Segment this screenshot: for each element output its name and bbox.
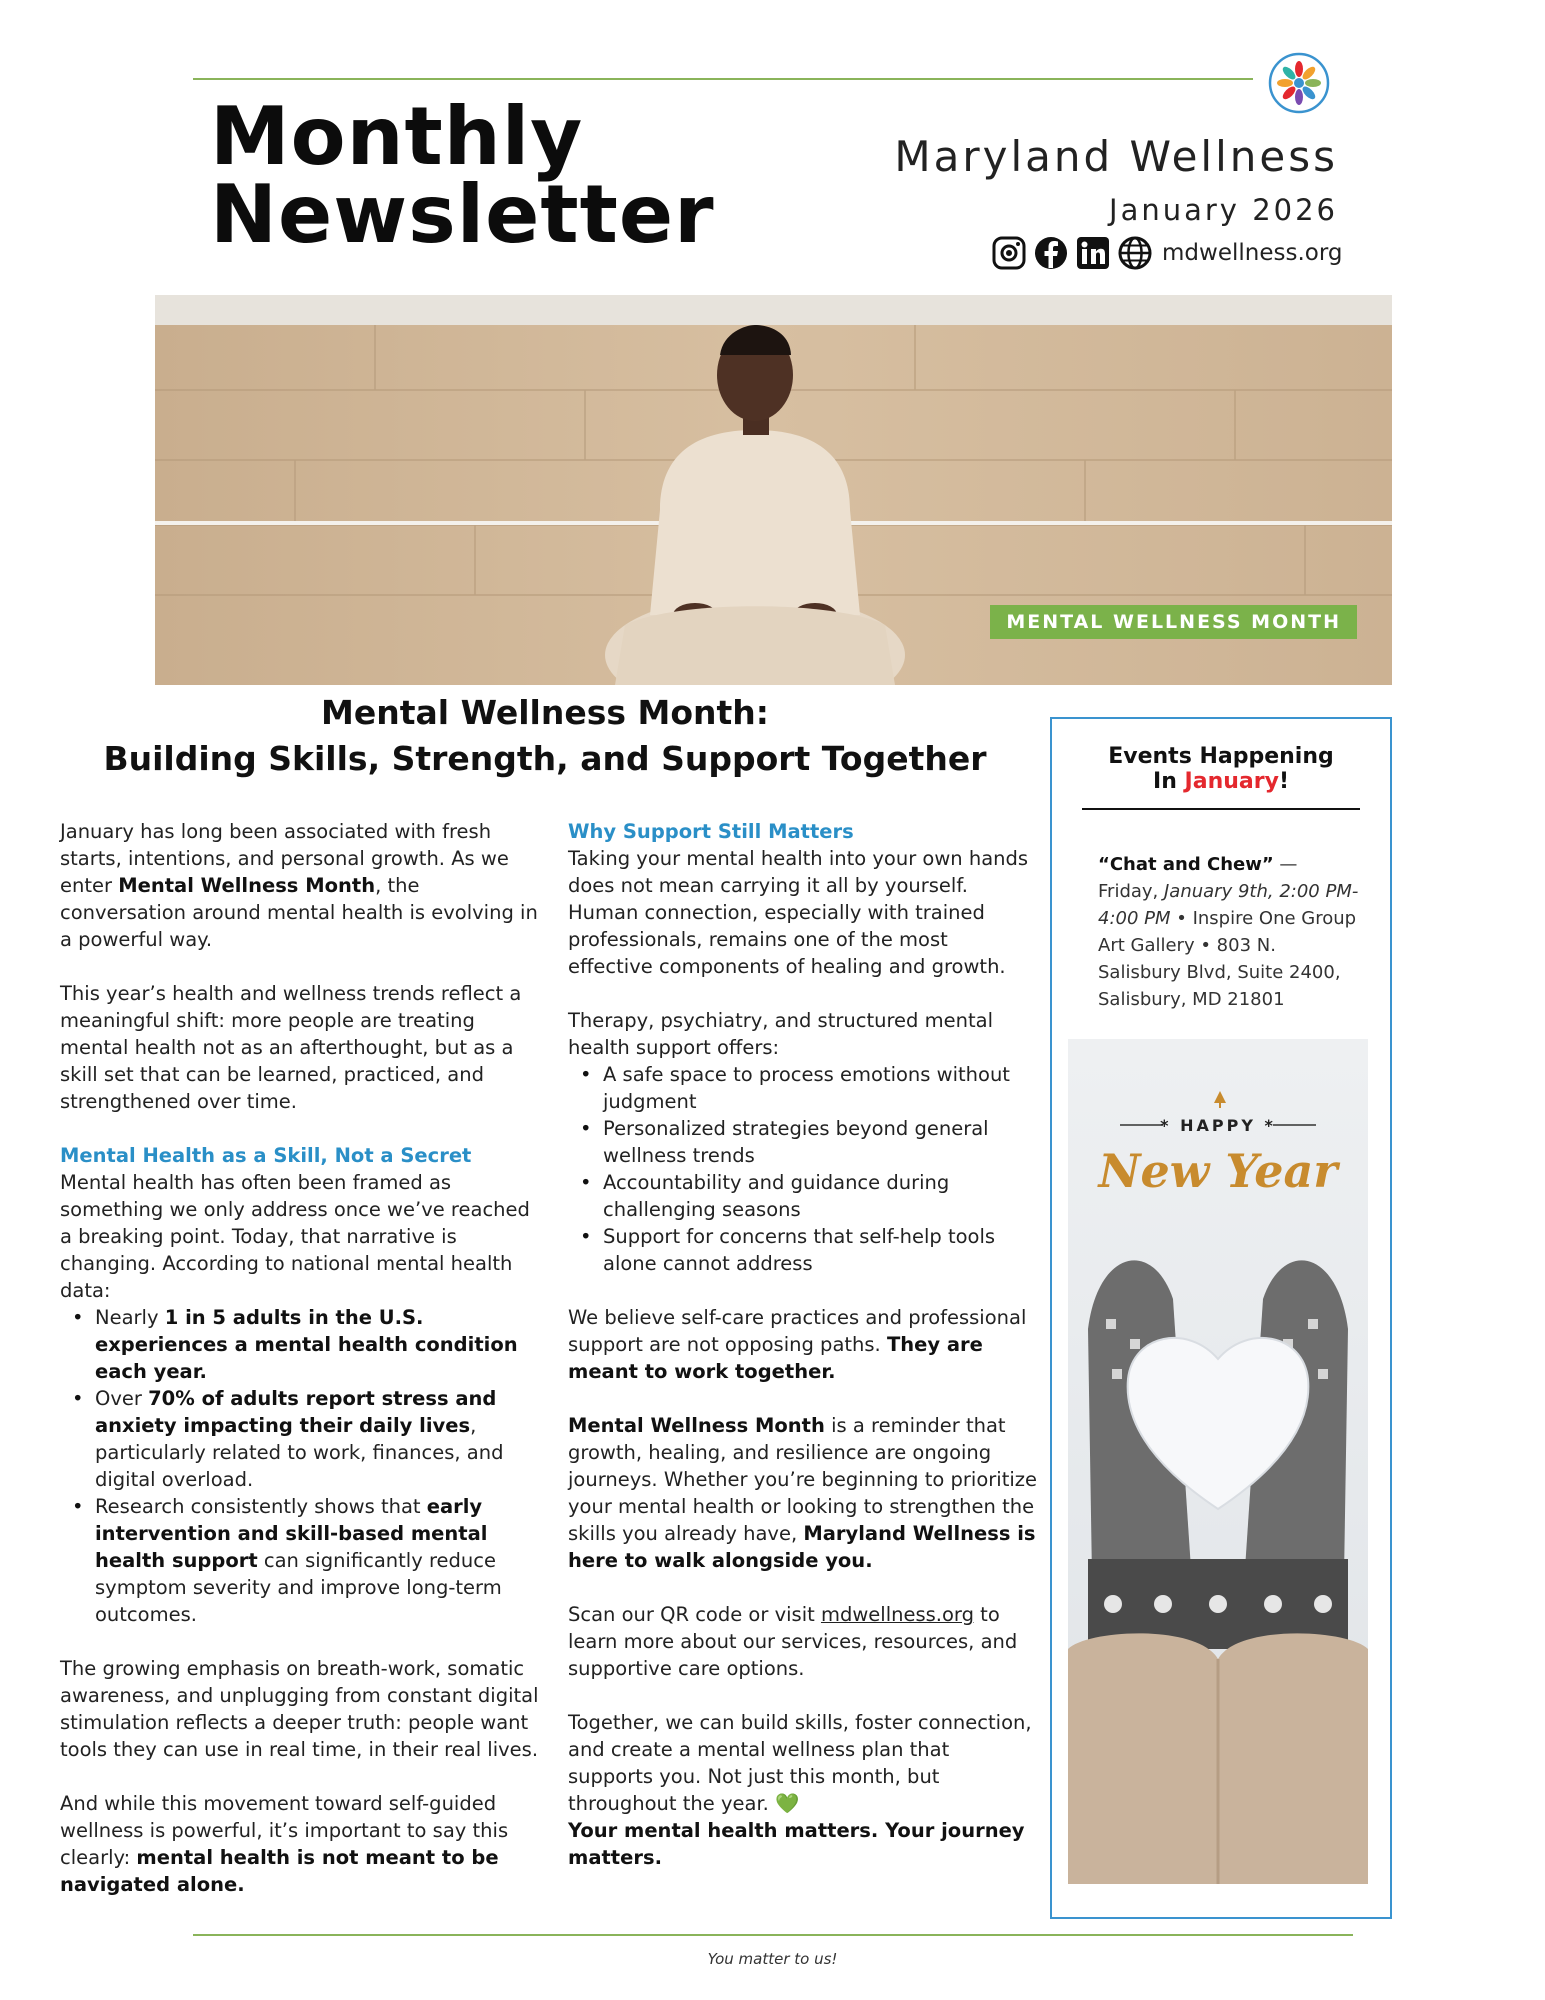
bold-text: mental health is not meant to be navigated alone. — [60, 1846, 499, 1896]
facebook-icon[interactable] — [1032, 234, 1070, 272]
paragraph — [568, 1601, 1038, 1682]
text: Scan our QR code or visit — [568, 1603, 821, 1626]
section-heading: Mental Health as a Skill, Not a Secret — [60, 1144, 472, 1167]
event-day: Friday, — [1098, 881, 1164, 902]
bold-text: Your mental health matters. Your journey matters. — [568, 1819, 1025, 1869]
brand-logo-icon — [1268, 52, 1330, 114]
social-links — [990, 233, 1342, 273]
event-title: “Chat and Chew” — [1098, 854, 1274, 875]
bold-text: They are meant to work together. — [568, 1333, 983, 1383]
text: can significantly reduce symptom severity and improve long-term outcomes. — [95, 1549, 502, 1626]
footer-tagline: You matter to us! — [707, 1950, 838, 1968]
text: , particularly related to work, finances, and digital overload. — [95, 1414, 504, 1491]
bold-text: early intervention and skill-based mental health support — [95, 1495, 488, 1572]
card-big-text: New Year — [1098, 1144, 1338, 1198]
list-item — [60, 1304, 540, 1385]
green-heart-icon: 💚 — [775, 1792, 800, 1815]
paragraph — [568, 1817, 1038, 1871]
events-sidebar — [1050, 717, 1392, 1919]
stats-list — [60, 1304, 540, 1628]
text: — — [1273, 854, 1298, 875]
text: And while this movement toward self-guided wellness is powerful, it’s important to say this clearly: — [60, 1792, 509, 1869]
text: In — [1153, 769, 1185, 794]
new-year-card-image — [1068, 1039, 1368, 1884]
text: Together, we can build skills, foster connection, and create a mental wellness plan that supports you. Not just this month, but throughout the year. — [568, 1711, 1032, 1815]
text: to learn more about our services, resources, and supportive care options. — [568, 1603, 1018, 1680]
text: Over — [95, 1387, 149, 1410]
section-heading: Why Support Still Matters — [568, 820, 854, 843]
headline-line-1: Mental Wellness Month: — [321, 693, 769, 732]
paragraph: This year’s health and wellness trends reflect a meaningful shift: more people are treating mental health not as an afterthought, but as a skill set that can be learned, practiced, and strengthened over time. — [60, 982, 522, 1113]
title-line-1: Monthly — [210, 90, 584, 183]
list-item: • Personalized strategies beyond general wellness trends — [568, 1115, 1038, 1169]
text: is a reminder that growth, healing, and resilience are ongoing journeys. Whether you’re beginning to prioritize your mental health or looking to strengthen the skills you already have, — [568, 1414, 1037, 1545]
paragraph — [568, 1304, 1038, 1385]
sidebar-heading-line-2 — [1052, 769, 1390, 794]
header-rule — [193, 78, 1253, 80]
headline-line-2: Building Skills, Strength, and Support Together — [103, 739, 987, 778]
website-link[interactable]: mdwellness.org — [820, 1603, 974, 1626]
list-item — [60, 1385, 540, 1493]
event-item — [1098, 851, 1360, 1013]
text: January has long been associated with fresh starts, intentions, and personal growth. As we enter — [60, 820, 509, 897]
org-name: Maryland Wellness — [894, 132, 1338, 181]
paragraph: Taking your mental health into your own hands does not mean carrying it all by yourself. Human connection, especially with trained professionals, remains one of the most effective components of healing and growth. — [568, 847, 1029, 978]
text: , the conversation around mental health is evolving in a powerful way. — [60, 874, 538, 951]
newsletter-title — [210, 90, 715, 261]
event-time: January 9th, 2:00 PM-4:00 PM — [1098, 881, 1359, 929]
article-column-1 — [60, 818, 540, 1925]
instagram-icon[interactable] — [990, 234, 1028, 272]
list-item — [60, 1493, 540, 1628]
issue-date: January 2026 — [1109, 193, 1338, 227]
text: Nearly — [95, 1306, 165, 1329]
sidebar-heading — [1052, 744, 1390, 794]
bold-text: 70% of adults report stress and anxiety impacting their daily lives — [95, 1387, 497, 1437]
month-highlight: January — [1184, 769, 1279, 794]
globe-icon[interactable] — [1116, 234, 1154, 272]
article-headline — [60, 690, 1030, 782]
title-line-2: Newsletter — [210, 168, 715, 261]
bold-text: 1 in 5 adults in the U.S. experiences a mental health condition each year. — [95, 1306, 518, 1383]
hero-badge: MENTAL WELLNESS MONTH — [990, 605, 1357, 639]
bold-text: Mental Wellness Month — [568, 1414, 825, 1437]
sidebar-divider — [1082, 808, 1360, 810]
paragraph — [568, 1412, 1038, 1574]
paragraph: Mental health has often been framed as something we only address once we’ve reached a breaking point. Today, that narrative is changing. According to national mental health data: — [60, 1171, 530, 1302]
paragraph: Therapy, psychiatry, and structured mental health support offers: — [568, 1009, 993, 1059]
footer-rule — [193, 1934, 1353, 1936]
mittens-snow-heart-photo — [1068, 1039, 1368, 1884]
linkedin-icon[interactable] — [1074, 234, 1112, 272]
text: We believe self-care practices and professional support are not opposing paths. — [568, 1306, 1027, 1356]
list-item: • A safe space to process emotions without judgment — [568, 1061, 1038, 1115]
bold-text: Mental Wellness Month — [118, 874, 376, 897]
support-list — [568, 1061, 1038, 1277]
sidebar-heading-line-1: Events Happening — [1108, 744, 1334, 769]
bold-text: Maryland Wellness is here to walk alongside you. — [568, 1522, 1036, 1572]
article-column-2 — [568, 818, 1038, 1898]
paragraph — [60, 1790, 540, 1898]
list-item: • Accountability and guidance during challenging seasons — [568, 1169, 1038, 1223]
text: ! — [1278, 769, 1289, 794]
text: Research consistently shows that — [95, 1495, 427, 1518]
paragraph — [60, 818, 540, 953]
event-location: • Inspire One Group Art Gallery • 803 N. Salisbury Blvd, Suite 2400, Salisbury, MD 21801 — [1098, 908, 1357, 1010]
paragraph — [568, 1709, 1038, 1817]
hero-image — [155, 295, 1392, 685]
list-item: • Support for concerns that self-help tools alone cannot address — [568, 1223, 1038, 1277]
card-small-text: * HAPPY * — [1160, 1116, 1276, 1135]
paragraph: The growing emphasis on breath-work, somatic awareness, and unplugging from constant digital stimulation reflects a deeper truth: people want tools they can use in real time, in their real lives. — [60, 1657, 539, 1761]
website-link[interactable]: mdwellness.org — [1162, 240, 1343, 266]
